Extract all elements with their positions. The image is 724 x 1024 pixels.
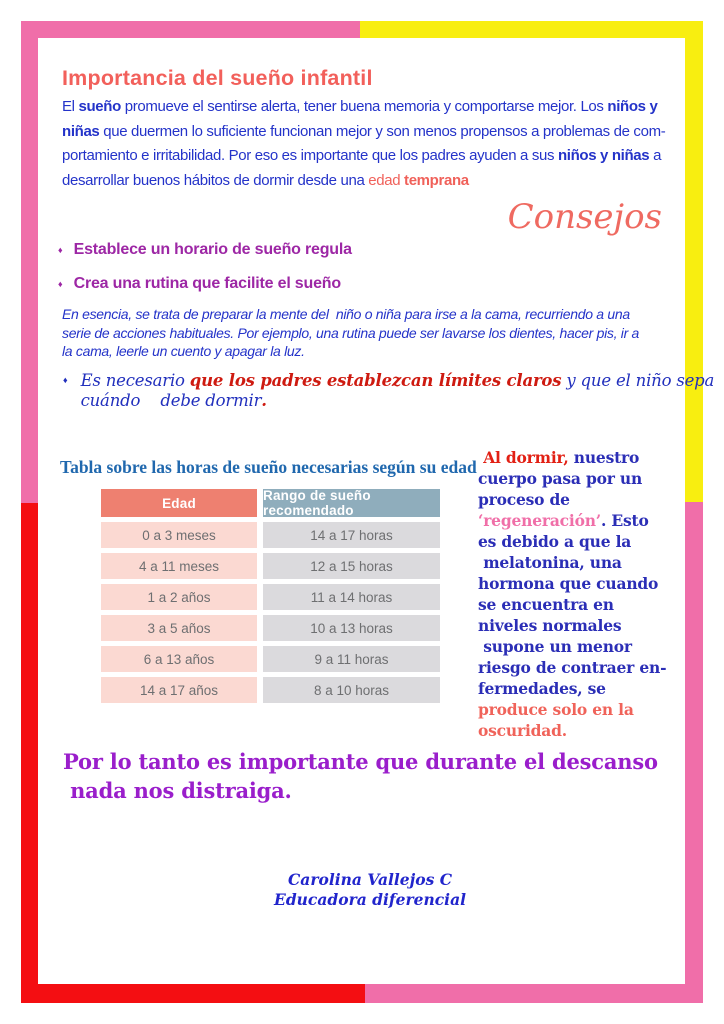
table-cell: 10 a 13 horas	[263, 615, 440, 641]
text-segment: se encuentra en	[478, 595, 614, 614]
signature-block	[170, 870, 570, 910]
text-segment: desarrollar buenos hábitos de dormir desde una	[62, 171, 369, 189]
melatonin-note	[478, 447, 683, 741]
text-segment: fermedades, se	[478, 679, 606, 698]
text-segment: que los padres establezcan límites claros	[189, 371, 562, 390]
text-segment: proceso de	[478, 490, 570, 509]
table-cell: 6 a 13 años	[101, 646, 257, 672]
text-segment: cuándo debe dormir	[80, 391, 262, 410]
table-cell: 12 a 15 horas	[263, 553, 440, 579]
sleep-hours-table	[101, 489, 440, 703]
border-top	[21, 21, 703, 38]
table-cell: 14 a 17 años	[101, 677, 257, 703]
limits-text	[81, 371, 715, 411]
signature-role: Educadora diferencial	[274, 890, 466, 909]
text-segment: Al dormir,	[478, 448, 569, 467]
tip-label: Crea una rutina que facilite el sueño	[73, 275, 341, 292]
tip-list-item	[58, 275, 341, 293]
text-segment: ‘regeneración’	[478, 511, 601, 530]
text-segment: sueño	[78, 98, 121, 115]
border-right	[685, 21, 703, 1003]
text-segment: hormona que cuando	[478, 574, 659, 593]
border-left	[21, 21, 38, 1003]
text-segment: la cama, leerle un cuento y apagar la luz.	[62, 343, 305, 359]
conclusion-statement	[63, 747, 658, 805]
text-segment: melatonina, una	[478, 553, 622, 572]
text-segment: Es necesario	[80, 371, 190, 390]
text-segment: produce solo en la	[478, 700, 634, 719]
diamond-bullet-icon: ♦	[58, 279, 63, 289]
diamond-bullet-icon: ♦	[58, 245, 63, 255]
text-segment: edad	[368, 171, 405, 189]
text-segment: cuerpo pasa por un	[478, 469, 643, 488]
table-cell: 3 a 5 años	[101, 615, 257, 641]
limits-list-item	[63, 371, 714, 411]
page-title: Importancia del sueño infantil	[62, 66, 373, 90]
text-segment: serie de acciones habituales. Por ejemplo, una rutina puede ser lavarse los dientes, hacer pis, ir a	[62, 324, 640, 341]
tip-list-item	[58, 241, 352, 259]
table-cell: 9 a 11 horas	[263, 646, 440, 672]
diamond-bullet-icon: ♦	[63, 375, 68, 385]
border-bottom	[21, 984, 703, 1003]
text-segment: a	[649, 147, 662, 164]
signature-name: Carolina Vallejos C	[287, 870, 453, 889]
routine-paragraph	[62, 305, 684, 361]
intro-paragraph	[62, 95, 684, 193]
text-segment: En esencia, se trata de preparar la mente del niño o niña para irse a la cama, recurriendo a una	[62, 306, 630, 322]
text-segment: supone un menor	[478, 637, 632, 656]
text-segment: nuestro	[568, 448, 640, 467]
table-cell: 11 a 14 horas	[263, 584, 440, 610]
text-segment: niños y	[607, 98, 658, 115]
text-segment: temprana	[404, 171, 469, 189]
table-cell: 4 a 11 meses	[101, 553, 257, 579]
text-segment: niveles normales	[478, 616, 622, 635]
table-title: Tabla sobre las horas de sueño necesarias según su edad	[60, 457, 477, 477]
table-header-edad: Edad	[101, 489, 257, 517]
table-cell: 0 a 3 meses	[101, 522, 257, 548]
text-segment: portamiento e irritabilidad. Por eso es importante que los padres ayuden a sus	[62, 147, 558, 164]
table-header-rango: Rango de sueño recomendado	[263, 489, 440, 517]
text-segment: .	[261, 391, 267, 410]
text-segment: niñas	[62, 122, 100, 140]
text-segment: . Esto	[601, 511, 649, 530]
tip-label: Establece un horario de sueño regula	[73, 241, 352, 258]
text-segment: oscuridad.	[478, 721, 567, 740]
text-segment: nada nos distraiga.	[63, 778, 292, 803]
text-segment: El	[62, 98, 79, 115]
table-cell: 8 a 10 horas	[263, 677, 440, 703]
text-segment: que duermen lo suficiente funcionan mejor y son menos propensos a problemas de com-	[99, 122, 666, 140]
consejos-heading: Consejos	[507, 197, 662, 237]
text-segment: Por lo tanto es importante que durante el descanso	[63, 749, 658, 774]
text-segment: y que el niño sepa	[561, 371, 715, 390]
table-cell: 1 a 2 años	[101, 584, 257, 610]
table-cell: 14 a 17 horas	[263, 522, 440, 548]
text-segment: es debido a que la	[478, 532, 632, 551]
text-segment: riesgo de contraer en-	[478, 658, 667, 677]
text-segment: promueve el sentirse alerta, tener buena memoria y comportarse mejor. Los	[120, 98, 608, 115]
text-segment: niños y niñas	[557, 147, 650, 164]
